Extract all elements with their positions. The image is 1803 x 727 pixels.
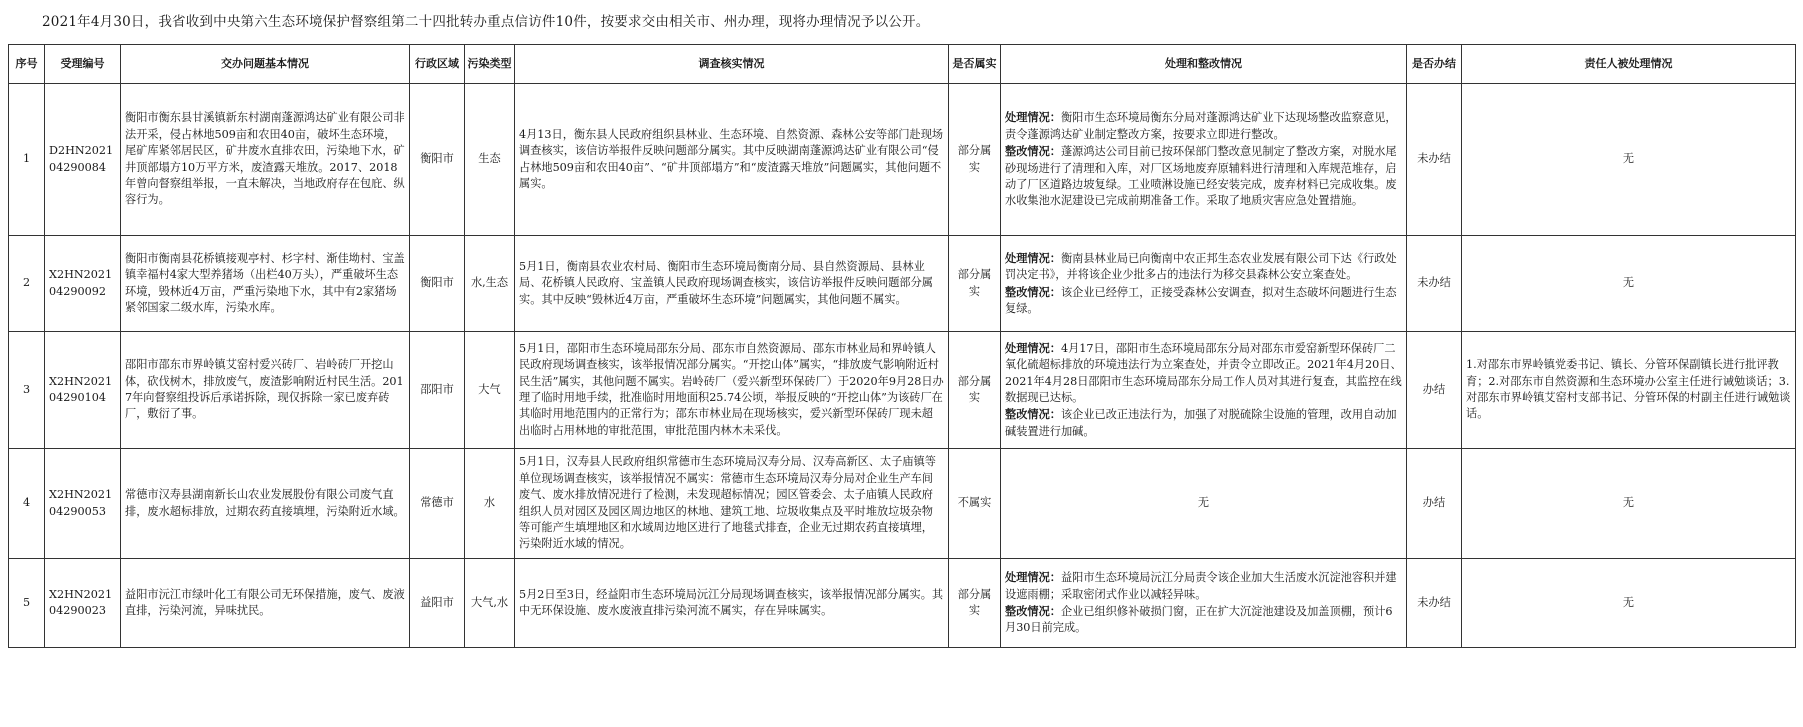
handling-label: 处理情况： — [1005, 340, 1061, 355]
handling-paragraph — [1005, 109, 1402, 143]
cell-closed: 未办结 — [1407, 84, 1462, 236]
table-row — [9, 84, 1796, 236]
header-pollution: 污染类型 — [465, 45, 515, 84]
cell-code: X2HN2021 04290104 — [45, 332, 121, 449]
table-row — [9, 559, 1796, 648]
cell-verified: 不属实 — [949, 449, 1001, 559]
cell-region: 邵阳市 — [410, 332, 465, 449]
cell-seq: 4 — [9, 449, 45, 559]
cell-accountability: 1.对邵东市界岭镇党委书记、镇长、分管环保副镇长进行批评教育；2.对邵东市自然资源和生态环境办公室主任进行诫勉谈话；3.对邵东市界岭镇艾窑村支部书记、分管环保的村副主任进行诫勉谈话。 — [1462, 332, 1796, 449]
cell-seq: 1 — [9, 84, 45, 236]
header-investigation: 调查核实情况 — [515, 45, 949, 84]
rectification-paragraph — [1005, 406, 1402, 440]
cell-handling — [1001, 84, 1407, 236]
cell-handling — [1001, 332, 1407, 449]
cell-pollution: 水,生态 — [465, 236, 515, 332]
handling-label: 处理情况： — [1005, 570, 1061, 585]
cell-accountability: 无 — [1462, 559, 1796, 648]
cell-pollution: 大气,水 — [465, 559, 515, 648]
cell-code: X2HN2021 04290092 — [45, 236, 121, 332]
cell-pollution: 水 — [465, 449, 515, 559]
cell-seq: 5 — [9, 559, 45, 648]
petition-table — [8, 44, 1796, 648]
header-issue: 交办问题基本情况 — [121, 45, 410, 84]
cell-region: 衡阳市 — [410, 236, 465, 332]
handling-paragraph — [1005, 340, 1402, 407]
rectification-text: 该企业已经停工，正接受森林公安调查，拟对生态破坏问题进行生态复绿。 — [1005, 285, 1397, 315]
rectification-label: 整改情况： — [1005, 604, 1061, 618]
cell-verified: 部分属实 — [949, 332, 1001, 449]
header-handling: 处理和整改情况 — [1001, 45, 1407, 84]
cell-pollution: 大气 — [465, 332, 515, 449]
cell-handling — [1001, 559, 1407, 648]
cell-accountability: 无 — [1462, 449, 1796, 559]
header-region: 行政区域 — [410, 45, 465, 84]
cell-seq: 3 — [9, 332, 45, 449]
cell-closed: 办结 — [1407, 332, 1462, 449]
rectification-label: 整改情况： — [1005, 284, 1061, 299]
cell-seq: 2 — [9, 236, 45, 332]
rectification-text: 该企业已改正违法行为，加强了对脱硫除尘设施的管理，改用自动加碱装置进行加碱。 — [1005, 408, 1397, 438]
cell-accountability: 无 — [1462, 236, 1796, 332]
header-seq: 序号 — [9, 45, 45, 84]
handling-text: 益阳市生态环境局沅江分局责令该企业加大生活废水沉淀池容积并建设遮雨棚；采取密闭式作业以减轻异味。 — [1005, 571, 1397, 601]
cell-closed: 未办结 — [1407, 236, 1462, 332]
header-verified: 是否属实 — [949, 45, 1001, 84]
cell-verified: 部分属实 — [949, 84, 1001, 236]
cell-issue: 衡阳市衡南县花桥镇接观亭村、杉字村、渐佳坳村、宝盖镇幸福村4家大型养猪场（出栏40万头），严重破坏生态环境，毁林近4万亩，严重污染地下水，其中有2家猪场紧邻国家二级水库，污染水库。 — [121, 236, 410, 332]
rectification-text: 企业已组织修补破损门窗，正在扩大沉淀池建设及加盖顶棚，预计6月30日前完成。 — [1005, 605, 1393, 635]
rectification-label: 整改情况： — [1005, 407, 1061, 422]
cell-pollution: 生态 — [465, 84, 515, 236]
cell-issue: 邵阳市邵东市界岭镇艾窑村爱兴砖厂、岩岭砖厂开挖山体，砍伐树木，排放废气，废渣影响附近村民生活。2017年向督察组投诉后承诺拆除，现仅拆除一家已废弃砖厂，敷衍了事。 — [121, 332, 410, 449]
cell-closed: 办结 — [1407, 449, 1462, 559]
rectification-text: 蓬源鸿达公司目前已按环保部门整改意见制定了整改方案，对脱水尾砂现场进行了清理和入库，对厂区场地废弃原辅料进行清理和入库规范堆存，启动了厂区道路边坡复绿。工业喷淋设施已经安装完成，废弃材料已完成收集。废水收集池水泥建设已完成前期准备工作。采取了地质灾害应急处置措施。 — [1005, 145, 1397, 208]
cell-code: X2HN2021 04290023 — [45, 559, 121, 648]
cell-investigation: 5月1日，汉寿县人民政府组织常德市生态环境局汉寿分局、汉寿高新区、太子庙镇等单位现场调查核实，该举报情况不属实：常德市生态环境局汉寿分局对企业生产车间废气、废水排放情况进行了检测，未发现超标情况；园区管委会、太子庙镇人民政府组织人员对园区及园区周边地区的林地、建筑工地、垃圾收集点及平时堆放垃圾杂物等可能产生填埋地区和水域周边地区进行了地毯式排查，企业无过期农药直接填埋，污染附近水域的情况。 — [515, 449, 949, 559]
handling-label: 处理情况： — [1005, 110, 1061, 125]
handling-text: 4月17日，邵阳市生态环境局邵东分局对邵东市爱窑新型环保砖厂二氧化硫超标排放的环境违法行为立案查处，并责令立即改正。2021年4月20日、2021年4月28日邵阳市生态环境局邵东分局工作人员对其进行复查，其监控在线数据现已达标。 — [1005, 341, 1402, 404]
cell-issue: 益阳市沅江市绿叶化工有限公司无环保措施，废气、废液直排，污染河流，异味扰民。 — [121, 559, 410, 648]
rectification-paragraph — [1005, 603, 1402, 637]
cell-investigation: 5月1日，衡南县农业农村局、衡阳市生态环境局衡南分局、县自然资源局、县林业局、花桥镇人民政府、宝盖镇人民政府现场调查核实，该信访举报件反映问题部分属实。其中反映“毁林近4万亩，严重破坏生态环境”问题属实，其他问题不属实。 — [515, 236, 949, 332]
cell-verified: 部分属实 — [949, 236, 1001, 332]
cell-investigation: 5月1日，邵阳市生态环境局邵东分局、邵东市自然资源局、邵东市林业局和界岭镇人民政府现场调查核实，该举报情况部分属实。“开挖山体”属实，“排放废气影响附近村民生活”属实，其他问题不属实。岩岭砖厂（爱兴新型环保砖厂）于2020年9月28日办理了临时用地手续，批准临时用地面积25.74公顷，举报反映的“开挖山体”为该砖厂在其临时用地范围内的正常行为；邵东市林业局在现场核实，爱兴新型环保砖厂现未超出临时占用林地的审批范围，审批范围内林木未采伐。 — [515, 332, 949, 449]
cell-investigation: 5月2日至3日，经益阳市生态环境局沅江分局现场调查核实，该举报情况部分属实。其中无环保设施、废水废液直排污染河流不属实，存在异味属实。 — [515, 559, 949, 648]
intro-text: 2021年4月30日，我省收到中央第六生态环境保护督察组第二十四批转办重点信访件10件，按要求交由相关市、州办理，现将办理情况予以公开。 — [42, 14, 930, 30]
handling-paragraph — [1005, 569, 1402, 603]
handling-text: 衡阳市生态环境局衡东分局对蓬源鸿达矿业下达现场整改监察意见，责令蓬源鸿达矿业制定整改方案，按要求立即进行整改。 — [1005, 111, 1397, 141]
cell-region: 益阳市 — [410, 559, 465, 648]
cell-handling: 无 — [1001, 449, 1407, 559]
handling-paragraph — [1005, 250, 1402, 284]
handling-text: 衡南县林业局已向衡南中农正邦生态农业发展有限公司下达《行政处罚决定书》，并将该企业少批多占的违法行为移交县森林公安立案查处。 — [1005, 251, 1397, 282]
header-code: 受理编号 — [45, 45, 121, 84]
cell-region: 衡阳市 — [410, 84, 465, 236]
cell-handling — [1001, 236, 1407, 332]
cell-issue: 衡阳市衡东县甘溪镇新东村湖南蓬源鸿达矿业有限公司非法开采，侵占林地509亩和农田40亩，破坏生态环境，尾矿库紧邻居民区，矿井废水直排农田，污染地下水，矿井顶部塌方10万平方米，废渣露天堆放。2017、2018年曾向督察组举报，一直未解决，当地政府存在包庇、纵容行为。 — [121, 84, 410, 236]
cell-verified: 部分属实 — [949, 559, 1001, 648]
table-row — [9, 236, 1796, 332]
cell-investigation: 4月13日，衡东县人民政府组织县林业、生态环境、自然资源、森林公安等部门赴现场调查核实，该信访举报件反映问题部分属实。其中反映湖南蓬源鸿达矿业有限公司“侵占林地509亩和农田40亩”、“矿井顶部塌方”和“废渣露天堆放”问题属实，其他问题不属实。 — [515, 84, 949, 236]
cell-code: X2HN2021 04290053 — [45, 449, 121, 559]
table-row — [9, 449, 1796, 559]
header-closed: 是否办结 — [1407, 45, 1462, 84]
table-row — [9, 332, 1796, 449]
rectification-paragraph — [1005, 143, 1402, 210]
cell-issue: 常德市汉寿县湖南新长山农业发展股份有限公司废气直排，废水超标排放，过期农药直接填埋，污染附近水域。 — [121, 449, 410, 559]
header-accountability: 责任人被处理情况 — [1462, 45, 1796, 84]
cell-accountability: 无 — [1462, 84, 1796, 236]
rectification-label: 整改情况： — [1005, 144, 1061, 159]
rectification-paragraph — [1005, 284, 1402, 318]
cell-closed: 未办结 — [1407, 559, 1462, 648]
header-row — [9, 45, 1796, 84]
cell-region: 常德市 — [410, 449, 465, 559]
handling-label: 处理情况： — [1005, 250, 1061, 265]
cell-code: D2HN2021 04290084 — [45, 84, 121, 236]
